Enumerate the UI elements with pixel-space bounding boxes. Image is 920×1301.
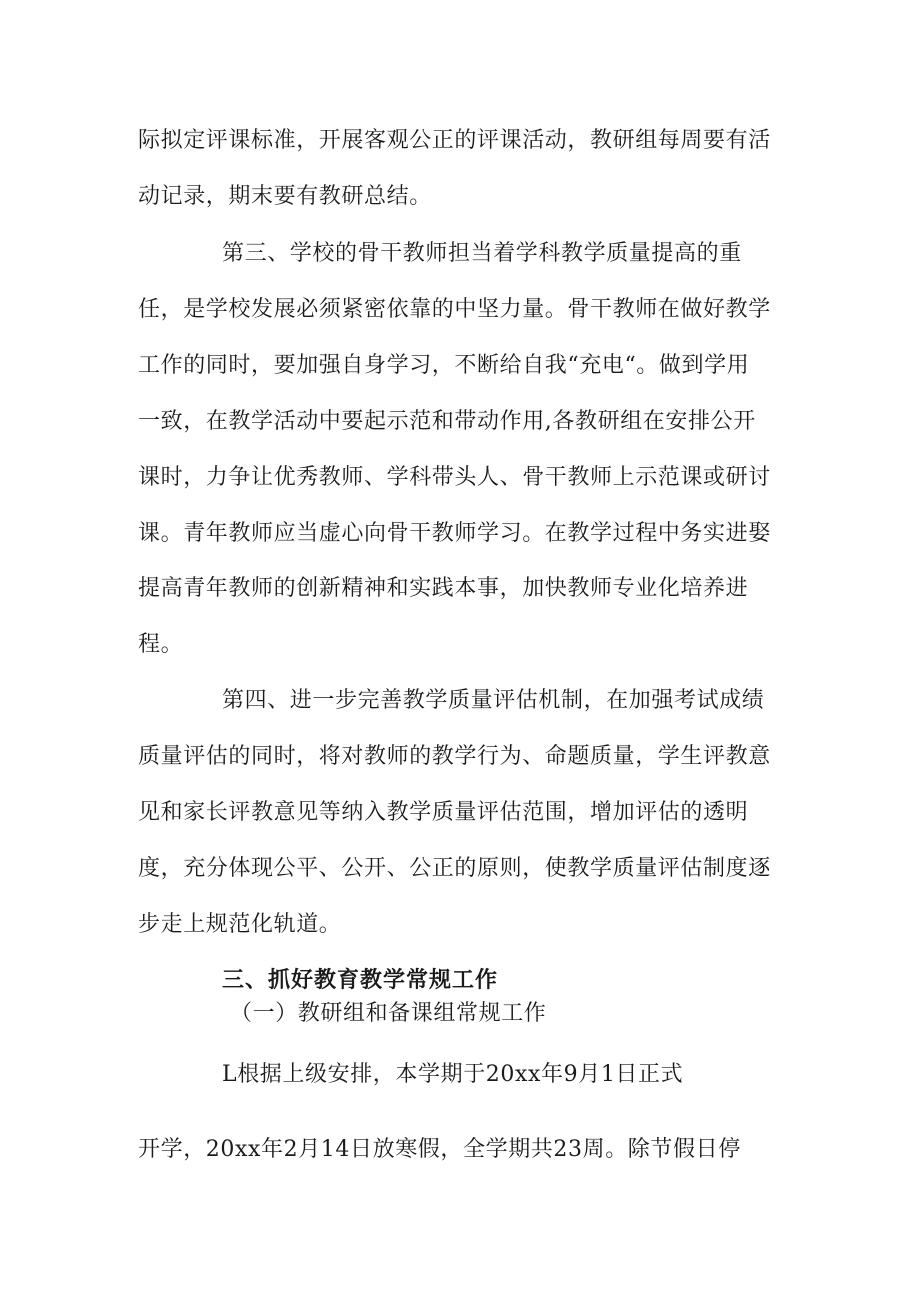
body-text-line: 第三、学校的骨干教师担当着学科教学质量提高的重 [222,241,742,266]
body-text-line: 提高青年教师的创新精神和实践本事，加快教师专业化培养进 [138,576,749,601]
body-text-line: 程。 [138,632,184,657]
body-text-line: 质量评估的同时，将对教师的教学行为、命题质量，学生评教意 [138,744,771,769]
body-text-line: 开学，20xx年2月14日放寒假，全学期共23周。除节假日停 [138,1137,741,1162]
body-text-line: 际拟定评课标准，开展客观公正的评课活动，教研组每周要有活 [138,128,771,153]
body-text-line: 第四、进一步完善教学质量评估机制，在加强考试成绩 [222,688,765,713]
body-text-line: 任，是学校发展必须紧密依靠的中坚力量。骨干教师在做好教学 [138,297,771,322]
body-text-line: 动记录，期末要有教研总结。 [138,184,432,209]
subsection-heading: （一）教研组和备课组常规工作 [230,1001,547,1026]
body-text-line: 一致，在教学活动中要起示范和带动作用,各教研组在安排公开 [138,409,756,434]
body-text-line: 工作的同时，要加强自身学习，不断给自我“充电“。做到学用 [138,353,750,378]
body-text-line: 见和家长评教意见等纳入教学质量评估范围，增加评估的透明 [138,800,749,825]
body-text-line: 课。青年教师应当虚心向骨干教师学习。在教学过程中务实进娶 [138,521,771,546]
section-heading: 三、抓好教育教学常规工作 [222,967,499,993]
body-text-line: L根据上级安排，本学期于20xx年9月1日正式 [222,1062,684,1087]
body-text-line: 课时，力争让优秀教师、学科带头人、骨干教师上示范课或研讨 [138,465,771,490]
body-text-line: 度，充分体现公平、公开、公正的原则，使教学质量评估制度逐 [138,856,771,881]
body-text-line: 步走上规范化轨道。 [138,912,342,937]
